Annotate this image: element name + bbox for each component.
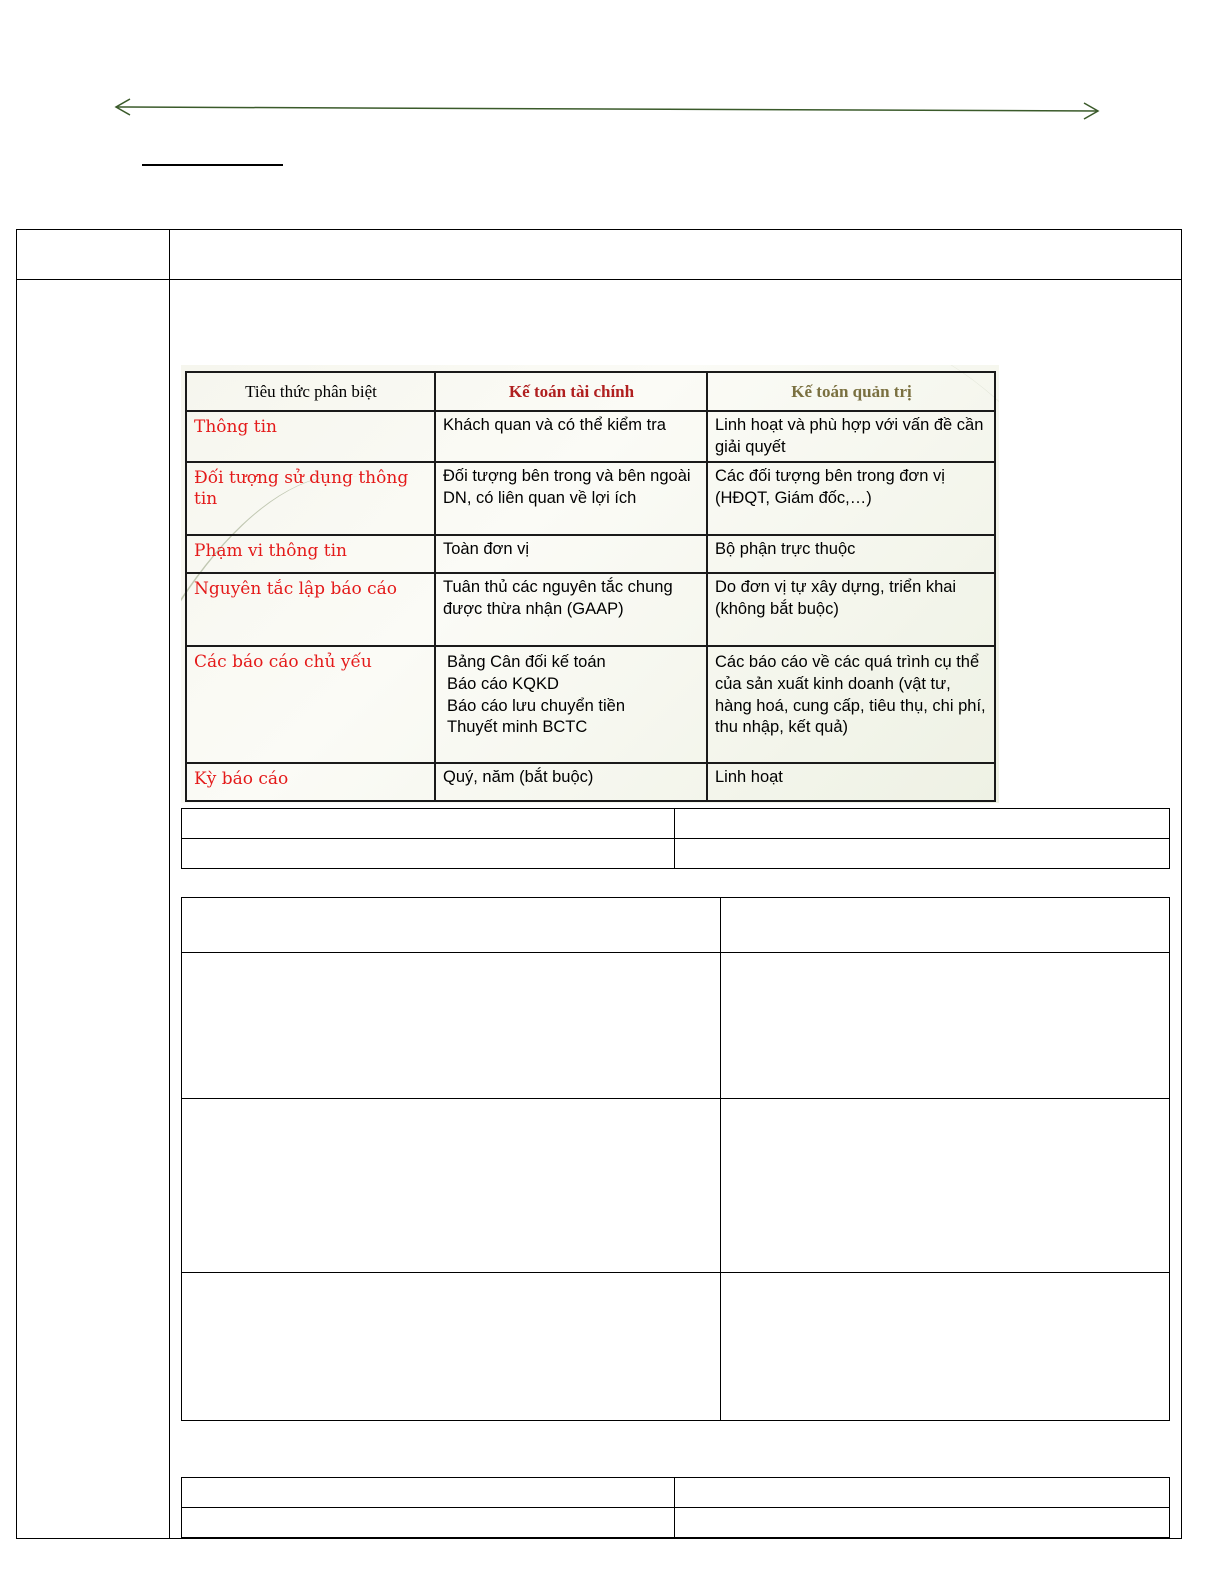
empty-grid-lower: [181, 1477, 1170, 1538]
empty-cell: [675, 1508, 1170, 1538]
double-arrow-line: [110, 96, 1110, 124]
criteria-cell: Phạm vi thông tin: [186, 535, 435, 573]
empty-cell: [721, 953, 1170, 1099]
criteria-cell: Đối tượng sử dụng thông tin: [186, 462, 435, 535]
empty-cell: [182, 1478, 675, 1508]
report-list-item: Báo cáo lưu chuyển tiền: [447, 696, 625, 715]
criteria-cell: Kỳ báo cáo: [186, 763, 435, 801]
management-cell: Các báo cáo về các quá trình cụ thể của sản xuất kinh doanh (vật tư, hàng hoá, cung cấp, tiêu thụ, chi phí, thu nhập, kết quả): [707, 646, 995, 763]
header-criteria: Tiêu thức phân biệt: [186, 372, 435, 411]
management-cell: Linh hoạt: [707, 763, 995, 801]
empty-cell: [182, 809, 675, 839]
table-row: [186, 535, 995, 573]
empty-cell: [182, 839, 675, 869]
empty-cell: [182, 898, 721, 953]
comparison-table: [185, 371, 996, 802]
management-cell: Các đối tượng bên trong đơn vị (HĐQT, Giám đốc,…): [707, 462, 995, 535]
financial-cell: Quý, năm (bắt buộc): [435, 763, 707, 801]
table-row: [186, 646, 995, 763]
heading-underline: [142, 164, 283, 166]
financial-cell: Đối tượng bên trong và bên ngoài DN, có liên quan về lợi ích: [435, 462, 707, 535]
empty-cell: [721, 1099, 1170, 1273]
empty-cell: [182, 953, 721, 1099]
report-list-item: Thuyết minh BCTC: [447, 718, 588, 737]
comparison-slide: [181, 365, 999, 803]
criteria-cell: Thông tin: [186, 411, 435, 462]
empty-cell: [182, 1099, 721, 1273]
table-row: [186, 411, 995, 462]
empty-grid-middle: [181, 897, 1170, 1421]
criteria-cell: Nguyên tắc lập báo cáo: [186, 573, 435, 646]
header-management-accounting: Kế toán quản trị: [707, 372, 995, 411]
empty-cell: [675, 809, 1170, 839]
management-cell: Linh hoạt và phù hợp với vấn đề cần giải quyết: [707, 411, 995, 462]
financial-cell: Toàn đơn vị: [435, 535, 707, 573]
empty-cell: [182, 1508, 675, 1538]
header-row-divider: [16, 279, 1182, 280]
left-column-divider: [169, 229, 170, 1539]
empty-cell: [721, 898, 1170, 953]
header-financial-accounting: Kế toán tài chính: [435, 372, 707, 411]
financial-cell: [435, 646, 707, 763]
report-list-item: Bảng Cân đối kế toán: [447, 653, 606, 671]
empty-cell: [182, 1273, 721, 1421]
empty-cell: [675, 1478, 1170, 1508]
financial-cell: Tuân thủ các nguyên tắc chung được thừa nhận (GAAP): [435, 573, 707, 646]
criteria-cell: Các báo cáo chủ yếu: [186, 646, 435, 763]
empty-cell: [721, 1273, 1170, 1421]
empty-grid-upper: [181, 808, 1170, 869]
management-cell: Do đơn vị tự xây dựng, triển khai (không bắt buộc): [707, 573, 995, 646]
table-row: [186, 462, 995, 535]
financial-cell: Khách quan và có thể kiểm tra: [435, 411, 707, 462]
table-row: [186, 573, 995, 646]
table-row: [186, 763, 995, 801]
management-cell: Bộ phận trực thuộc: [707, 535, 995, 573]
report-list-item: Báo cáo KQKD: [447, 674, 559, 693]
table-header-row: [186, 372, 995, 411]
empty-cell: [675, 839, 1170, 869]
